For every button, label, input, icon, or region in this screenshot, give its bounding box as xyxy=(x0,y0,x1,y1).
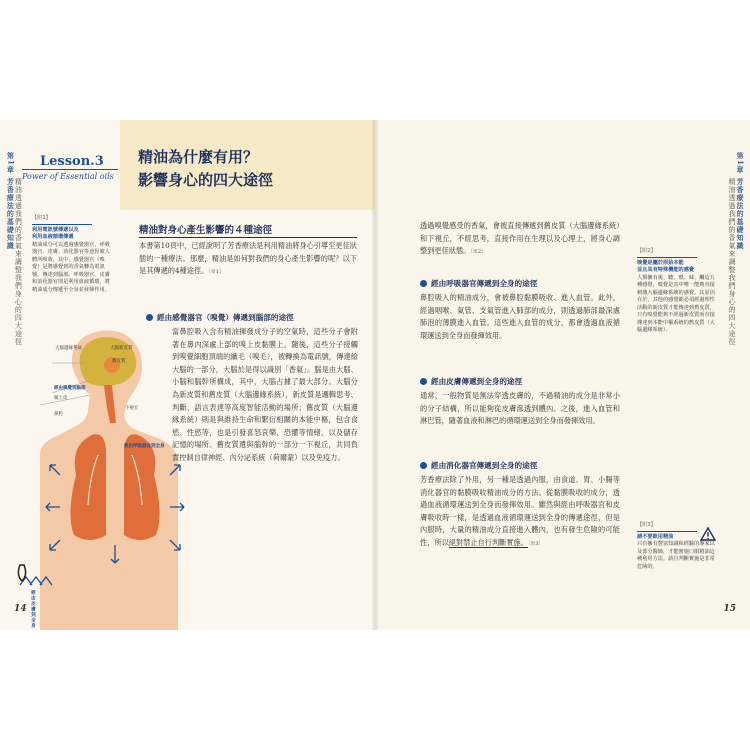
lesson-number: Lesson.3 xyxy=(40,154,104,169)
label-skin-path: 經由皮膚到全身 xyxy=(30,590,36,629)
note3-label: 【附3】 xyxy=(637,522,656,528)
subhead-digestive-text: 經由消化器官傳遞到全身的途徑 xyxy=(431,461,538,470)
note3-heading: 請不要飲用精油 xyxy=(637,533,674,540)
chapter-tab-sub-right: 芳香療法的基礎知識 xyxy=(736,178,745,250)
side-note-1 xyxy=(32,215,112,294)
label-nasal-cavity: 鼻腔 xyxy=(54,412,63,417)
digestive-paragraph xyxy=(420,474,620,550)
digestive-ref: 〔※3〕 xyxy=(527,540,544,547)
label-respiratory: 經由呼吸器官到全身 xyxy=(124,444,165,449)
bullet-dot-icon xyxy=(420,462,427,469)
page-number-left: 14 xyxy=(14,604,27,614)
anatomy-figure xyxy=(0,325,200,630)
side-note-2 xyxy=(637,248,717,335)
chapter-tab-desc-right: 精油透過我們的香氣來調整我們身心的四大途徑 xyxy=(728,178,736,346)
note-label: 【附1】 xyxy=(32,215,51,221)
note2-label: 【附2】 xyxy=(637,248,656,254)
lesson-divider xyxy=(22,169,118,170)
olfactory-paragraph: 當鼻腔吸入含有精油揮發成分子的空氣時，這些分子會附著在鼻內深處上部的嗅上皮黏膜上。隨後，這些分子接觸到嗅覺細胞頂端的纖毛（嗅毛），被轉換為電訊號，傳達給大腦的一部分，大腦於是得以識別「香氣」。腦是由大腦、小腦和腦幹所構成，其中，大腦占據了最大部分。大腦分為新皮質和舊皮質（大腦邊緣系統），新皮質是邏輯思考、判斷、語言表達等高度智能活動的場所；舊皮質（大腦邊緣系統）則是與維持生命和繁衍相關的本能中樞，包含食慾、性慾等，也是引發喜怒哀樂、恐懼等情緒，以及儲存記憶的場所。舊皮質遺與腦幹的一部分一下視丘，共同負責控制自律神經、內分泌系統（荷爾蒙）以及免疫力。 xyxy=(172,327,358,462)
note-divider xyxy=(32,224,92,225)
left-page xyxy=(0,120,375,630)
label-old-cortex: 舊皮質 xyxy=(112,359,126,364)
right-page xyxy=(375,120,750,630)
body-illustration xyxy=(0,325,200,630)
book-spread xyxy=(0,120,750,630)
chapter-tab-sub: 芳香療法的基礎知識 xyxy=(6,178,16,250)
subhead-respiratory xyxy=(420,278,537,289)
chapter-tab-right: 第1章 xyxy=(736,152,745,174)
note2-divider xyxy=(637,257,697,258)
subhead-skin xyxy=(420,376,522,387)
oil-drop-icon xyxy=(18,565,25,581)
bullet-dot-icon xyxy=(420,280,427,287)
section-divider xyxy=(139,237,357,238)
label-olfactory-path: 經由嗅覺到腦部 xyxy=(54,386,86,391)
bullet-dot-icon xyxy=(420,378,427,385)
label-limbic: 大腦邊緣系統 xyxy=(55,346,82,351)
subhead-respiratory-text: 經由呼吸器官傳遞到全身的途徑 xyxy=(431,279,538,288)
subhead-olfactory-text: 經由感覺器官（嗅覺）傳遞到腦部的途徑 xyxy=(157,313,294,322)
bullet-dot-icon xyxy=(146,314,153,321)
olfactory-continued xyxy=(420,220,620,258)
label-hypothalamus: 下視丘 xyxy=(125,406,139,411)
olfactory-continued-text: 透過嗅覺感受的香氣，會被直接傳遞到舊皮質（大腦邊緣系統）和下視丘，不經思考，直接作用在生理以及心理上，將身心調整到更佳狀態。 xyxy=(420,221,620,256)
page-number-right: 15 xyxy=(723,604,736,614)
olfactory-ref: 〔※2〕 xyxy=(470,249,487,256)
digestive-emphasis: 絕對禁止自行判斷實施。 xyxy=(448,537,528,547)
intro-ref: 〔※1〕 xyxy=(208,269,224,276)
intro-text: 本書第10頁中，已經說明了芳香療法是利用精油將身心引導至更佳狀態的一種療法。那麼，精油是如何對我們的身心產生影響的呢？以下是其傳遞的4種途徑。 xyxy=(139,241,357,276)
warning-icon xyxy=(700,527,716,541)
subhead-olfactory xyxy=(146,312,294,323)
note2-text: 人類擁有視、聽、嗅、味、觸這五種感覺，嗅覺是其中唯一能夠直接刺激大腦邊緣系統的感覺。其原因在於，其他的感覺都必須經過理性活動的新皮質才能傳達到舊皮質，只有嗅覺能夠不經過新皮質而直接傳達到本能中樞系統的舊皮質（大腦邊緣系統）。 xyxy=(637,274,715,334)
note2-heading-1: 嗅覺是屬於原始本能 xyxy=(637,259,684,266)
chapter-tab-desc: 精油透過我們的香氣來調整我們身心的四大途徑 xyxy=(14,178,23,346)
note3-text: 只有擁有豐富知識和經驗的專家以及部分醫師，才能實施口服精油這種利用方法。請自判斷實施是非常危險的。 xyxy=(637,541,715,570)
note2-heading-2: 並且具有特殊機能的感覺 xyxy=(637,267,695,274)
subhead-skin-text: 經由皮膚傳遞到全身的途徑 xyxy=(431,377,523,386)
skin-paragraph: 通常，一般物質是無法穿透皮膚的，不過精油的成分是非常小的分子結構，所以能夠從皮膚滲透到體內。之後，進入血管和淋巴管，隨著血液和淋巴的循環運送到全身而發揮效用。 xyxy=(420,391,620,426)
title-line-2: 影響身心的四大途徑 xyxy=(138,171,274,190)
section-title: 精油對身心產生影響的４種途徑 xyxy=(139,225,273,236)
chapter-tab: 第1章 xyxy=(6,152,16,174)
label-neocortex: 大腦新皮質 xyxy=(110,346,133,351)
title-line-1: 精油為什麼有用？ xyxy=(138,148,259,166)
book-gutter xyxy=(372,120,378,630)
label-epithelium: 嗅上皮 xyxy=(54,396,68,401)
note-text: 精油成分可以透過感覺器官、呼吸器官、皮膚、消化器官等途徑被人體所吸收，其中，感覺器官（嗅覺）是將感覺到的香氣轉為電訊號，傳達到腦部。呼吸器官、皮膚和消化器官則是利用血液循環，將精油成分傳遞至全身並發揮作用。 xyxy=(32,241,110,293)
page-title xyxy=(138,146,273,193)
note-heading-1: 利用電訊號傳遞以及 xyxy=(32,226,79,233)
intro-paragraph xyxy=(139,240,357,278)
note-heading-2: 利用血液循環傳遞 xyxy=(32,234,74,241)
lesson-subtitle: Power of Essential oils xyxy=(22,172,114,181)
digestive-text: 芳香療法除了外用，另一種是透過內服，由食道、胃、小腸等消化器官的黏膜吸收精油成分的方法。從黏膜吸收的成分，透過血液循環運送到全身而發揮效用。雖然與經由呼吸器官和皮膚吸收時一樣，是透過血液循環運送到全身的傳遞途徑，但是內服時，大量的精油成分直接進入體內，也有發生危險的可能性，所以 xyxy=(420,475,620,547)
note3-divider xyxy=(637,531,697,532)
respiratory-paragraph: 鼻腔吸入的精油成分，會被鼻腔黏膜吸收、進入血管。此外，經過咽喉、氣管、支氣管進入肺部的成分，則透過肺部最深處肺泡的薄膜進入血管。這些進入血管的成分，都會透過血液循環運送到全身而發揮效用。 xyxy=(420,293,620,340)
subhead-digestive xyxy=(420,460,537,471)
